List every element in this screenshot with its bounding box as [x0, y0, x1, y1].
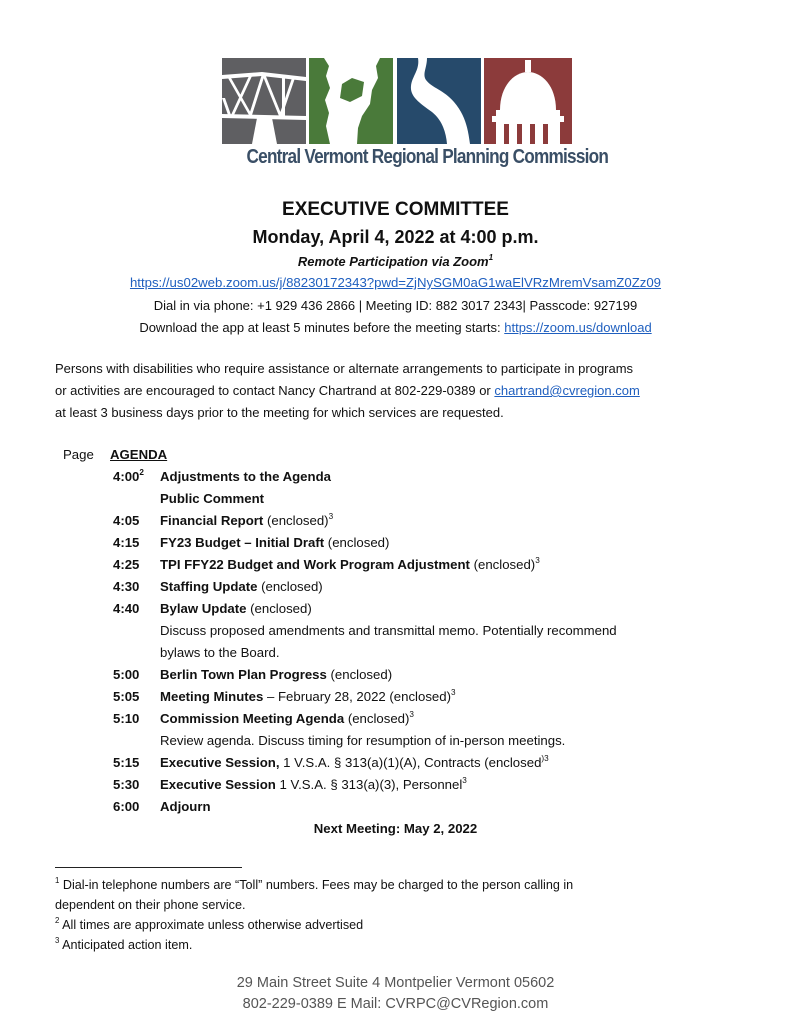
contact-email-link[interactable]: chartrand@cvregion.com: [494, 383, 640, 398]
agenda-item: [160, 730, 565, 752]
footnote-ref: )3: [541, 753, 549, 763]
footnote-text: Anticipated action item.: [59, 938, 193, 952]
agenda-time: [113, 576, 155, 598]
remote-label-text: Remote Participation via Zoom: [297, 254, 489, 269]
river-icon: [397, 58, 481, 144]
footnote-ref: 3: [409, 709, 414, 719]
agenda-time: [113, 708, 155, 730]
agenda-time-text: 4:15: [113, 535, 140, 550]
agenda-item-detail: (enclosed): [326, 667, 393, 682]
agenda-time: [113, 466, 155, 488]
agenda-time: [113, 488, 155, 510]
agenda-item: [160, 774, 467, 796]
footer-address: 29 Main Street Suite 4 Montpelier Vermont 05602: [236, 975, 555, 991]
agenda-item-title: FY23 Budget – Initial Draft: [160, 535, 325, 550]
download-text: Download the app at least 5 minutes before the meeting starts:: [139, 320, 505, 335]
agenda-time: [113, 730, 155, 752]
capitol-dome-icon: [484, 58, 572, 144]
zoom-download-link[interactable]: https://zoom.us/download: [504, 320, 652, 335]
footer-contact: 802-229-0389 E Mail: CVRPC@CVRegion.com: [242, 996, 549, 1012]
agenda-item-detail: 1 V.S.A. § 313(a)(1)(A), Contracts (enclosed: [279, 755, 542, 770]
agenda-item: [160, 466, 331, 488]
agenda-item: [160, 708, 414, 730]
agenda-item-detail: (enclosed): [263, 513, 329, 528]
agenda-time-text: 4:30: [113, 579, 140, 594]
agenda-time-text: 5:00: [113, 667, 140, 682]
agenda-time-text: 4:25: [113, 557, 140, 572]
bridge-icon: [222, 58, 306, 144]
footnote-number: 3: [55, 936, 60, 946]
agenda-item: [160, 620, 617, 642]
agenda-item-title: Executive Session,: [160, 755, 280, 770]
accessibility-line-3: at least 3 business days prior to the meeting for which services are requested.: [55, 405, 504, 420]
agenda-item-title: TPI FFY22 Budget and Work Program Adjustment: [160, 557, 470, 572]
agenda-time: [113, 554, 155, 576]
next-meeting: Next Meeting: May 2, 2022: [313, 821, 478, 836]
footnote-divider: [55, 867, 242, 868]
agenda-heading: AGENDA: [110, 447, 168, 462]
dial-in-info: Dial in via phone: +1 929 436 2866 | Meeting ID: 882 3017 2343| Passcode: 927199: [153, 298, 638, 313]
agenda-item: [160, 664, 392, 686]
agenda-item: [160, 510, 333, 532]
agenda-item-title: Commission Meeting Agenda: [160, 711, 345, 726]
agenda-item-detail: (enclosed): [469, 557, 536, 572]
zoom-meeting-link[interactable]: https://us02web.zoom.us/j/88230172343?pwd=ZjNySGM0aG1waElVRzMremVsamZ0Zz09: [129, 275, 662, 290]
agenda-item-detail: (enclosed): [257, 579, 323, 594]
agenda-item: [160, 488, 264, 510]
agenda-time: [113, 796, 155, 818]
agenda-item-title: Meeting Minutes: [160, 689, 264, 704]
agenda-time: [113, 752, 155, 774]
agenda-item-detail: – February 28, 2022 (enclosed): [263, 689, 451, 704]
footnote-ref: 3: [535, 555, 540, 565]
footnote-ref: 2: [139, 467, 144, 477]
footnote-number: 1: [55, 876, 60, 886]
agenda-time: [113, 598, 155, 620]
agenda-item-detail: (enclosed): [344, 711, 410, 726]
agenda-item: [160, 686, 456, 708]
agenda-item-title: Public Comment: [160, 491, 265, 506]
agenda-time: [113, 664, 155, 686]
agenda-time-text: 4:40: [113, 601, 140, 616]
footnote-text: Dial-in telephone numbers are “Toll” numbers. Fees may be charged to the person calling in: [59, 878, 574, 892]
footnote: [55, 895, 755, 915]
footnote-text: All times are approximate unless otherwise advertised: [59, 918, 364, 932]
agenda-item: [160, 554, 540, 576]
agenda-time-text: 4:00: [113, 469, 140, 484]
footnote-ref: 3: [328, 511, 334, 521]
remote-participation-label: [0, 254, 791, 269]
page-title: EXECUTIVE COMMITTEE: [282, 199, 509, 220]
agenda-time: [113, 532, 155, 554]
agenda-time: [113, 686, 155, 708]
agenda-time: [113, 620, 155, 642]
footnote: [55, 875, 755, 895]
agenda-time-text: 5:05: [113, 689, 140, 704]
meeting-date: Monday, April 4, 2022 at 4:00 p.m.: [252, 227, 539, 247]
agenda-time-text: 4:05: [113, 513, 140, 528]
accessibility-contact-text: or activities are encouraged to contact Nancy Chartrand at 802-229-0389 or: [55, 383, 495, 398]
agenda-time: [113, 774, 155, 796]
organization-name: Central Vermont Regional Planning Commission: [246, 146, 609, 168]
footnote: [55, 935, 755, 955]
footnote-number: 2: [55, 916, 60, 926]
agenda-item: [160, 752, 549, 774]
logo-panels: [222, 58, 572, 144]
accessibility-line-1: Persons with disabilities who require assistance or alternate arrangements to participate in programs: [55, 361, 634, 376]
footnote-ref: 3: [462, 775, 467, 785]
vermont-map-icon: [309, 58, 393, 144]
page-column-label: Page: [63, 447, 94, 462]
agenda-item-title: Staffing Update: [160, 579, 258, 594]
accessibility-notice: [55, 358, 755, 424]
footnote-text: dependent on their phone service.: [55, 898, 246, 912]
agenda-item-detail: Discuss proposed amendments and transmittal memo. Potentially recommend: [160, 623, 617, 638]
zoom-link-line: [0, 275, 791, 290]
accessibility-line-2: [55, 380, 755, 402]
agenda-time-text: 5:15: [113, 755, 140, 770]
agenda-item: [160, 796, 211, 818]
download-line: [0, 320, 791, 335]
agenda-time: [113, 510, 155, 532]
agenda-item-title: Adjourn: [160, 799, 211, 814]
agenda-item-title: Bylaw Update: [160, 601, 247, 616]
agenda-time-text: 5:30: [113, 777, 140, 792]
agenda-item: [160, 532, 389, 554]
agenda-item: [160, 598, 312, 620]
agenda-item-detail: Review agenda. Discuss timing for resumption of in-person meetings.: [160, 733, 566, 748]
agenda-time-text: 5:10: [113, 711, 140, 726]
agenda-item-title: Adjustments to the Agenda: [160, 469, 331, 484]
agenda-item-detail: (enclosed): [324, 535, 390, 550]
agenda-time: [113, 642, 155, 664]
agenda-item-title: Financial Report: [160, 513, 264, 528]
agenda-item-detail: (enclosed): [246, 601, 312, 616]
footnote-ref: 3: [450, 687, 456, 697]
agenda-item-detail: 1 V.S.A. § 313(a)(3), Personnel: [275, 777, 463, 792]
agenda-item: [160, 642, 280, 664]
agenda-time-text: 6:00: [113, 799, 140, 814]
agenda-item-title: Berlin Town Plan Progress: [160, 667, 327, 682]
footnote-ref: 1: [488, 252, 494, 262]
footnotes: [55, 875, 755, 955]
cvrpc-logo: [222, 58, 609, 176]
agenda-item-detail: bylaws to the Board.: [160, 645, 280, 660]
footnote: [55, 915, 755, 935]
agenda-item: [160, 576, 323, 598]
agenda-item-title: Executive Session: [160, 777, 276, 792]
